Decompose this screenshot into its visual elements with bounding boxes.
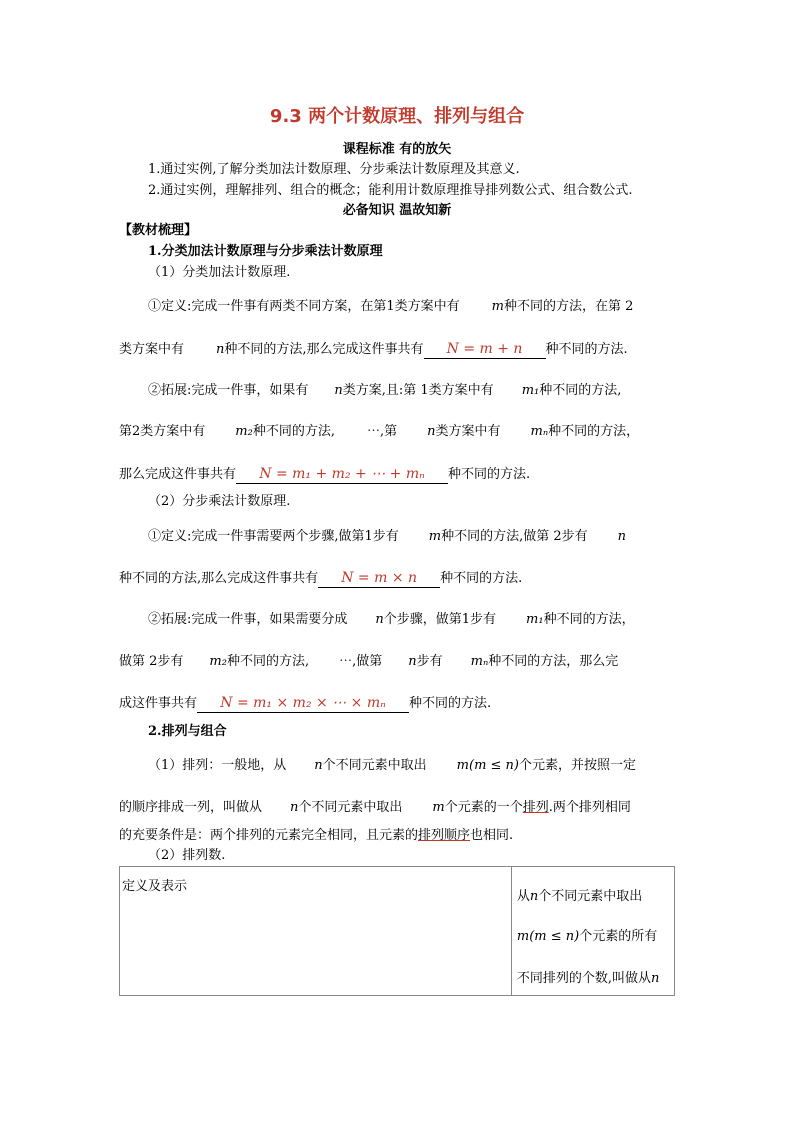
knowledge-heading: 必备知识 温故知新 — [342, 203, 452, 218]
textbook-heading: 【教材梳理】 — [119, 223, 198, 238]
subsection-permutation-number: （2）排列数. — [148, 848, 226, 863]
page-title: 9.3 两个计数原理、排列与组合 — [269, 106, 525, 127]
answer-blank: N = m₁ + m₂ + ⋯ + mₙ — [236, 466, 448, 484]
multiplication-extension-line-1: ②拓展:完成一件事，如果需要分成 n个步骤，做第1步有 m₁种不同的方法， — [148, 612, 635, 627]
addition-definition-line-2: 类方案中有 n种不同的方法,那么完成这件事共有 N = m + n 种不同的方法. — [119, 341, 628, 357]
permutation-line-3: 的充要条件是：两个排列的元素完全相同，且元素的排列顺序也相同. — [119, 828, 514, 843]
addition-definition-line-1: ①定义:完成一件事有两类不同方案，在第1类方案中有 m种不同的方法，在第 2 — [148, 299, 634, 314]
answer-blank: N = m + n — [424, 341, 546, 359]
multiplication-extension-line-2: 做第 2步有 m₂种不同的方法, ⋯,做第 n步有 mₙ种不同的方法，那么完 — [119, 654, 619, 669]
math-m: m — [491, 299, 504, 314]
standard-item-1: 1.通过实例,了解分类加法计数原理、分步乘法计数原理及其意义. — [148, 162, 520, 177]
subsection-addition: （1）分类加法计数原理. — [148, 265, 291, 280]
permutation-line-2: 的顺序排成一列，叫做从 n个不同元素中取出 m个元素的一个排列.两个排列相同 — [119, 800, 631, 815]
section-2-heading: 2.排列与组合 — [148, 724, 227, 739]
section-1-heading: 1.分类加法计数原理与分步乘法计数原理 — [148, 244, 383, 259]
addition-extension-line-1: ②拓展:完成一件事，如果有 n类方案,且:第 1类方案中有 m₁种不同的方法, — [148, 383, 622, 398]
standard-item-2: 2.通过实例，理解排列、组合的概念；能利用计数原理推导排列数公式、组合数公式. — [148, 183, 633, 198]
answer-blank: N = m × n — [318, 570, 440, 588]
answer-blank: N = m₁ × m₂ × ⋯ × mₙ — [197, 695, 409, 713]
keyword-permutation-order: 排列顺序 — [418, 828, 471, 843]
multiplication-definition-line-1: ①定义:完成一件事需要两个步骤,做第1步有 m种不同的方法,做第 2步有 n — [148, 529, 627, 544]
math-n: n — [216, 342, 225, 357]
permutation-number-table — [119, 866, 675, 996]
curriculum-standard-heading: 课程标准 有的放矢 — [342, 142, 452, 157]
multiplication-definition-line-2: 种不同的方法,那么完成这件事共有 N = m × n 种不同的方法. — [119, 570, 523, 586]
subsection-multiplication: （2）分步乘法计数原理. — [148, 494, 291, 509]
addition-extension-line-3: 那么完成这件事共有 N = m₁ + m₂ + ⋯ + mₙ 种不同的方法. — [119, 466, 531, 482]
table-cell-definition: 定义及表示 — [120, 867, 512, 996]
table-cell-content: 从n个不同元素中取出 m(m ≤ n)个元素的所有 不同排列的个数,叫做从n — [511, 867, 674, 996]
keyword-permutation: 排列 — [522, 800, 549, 815]
permutation-line-1: （1）排列：一般地，从 n个不同元素中取出 m(m ≤ n)个元素，并按照一定 — [148, 758, 637, 773]
multiplication-extension-line-3: 成这件事共有 N = m₁ × m₂ × ⋯ × mₙ 种不同的方法. — [119, 695, 492, 711]
addition-extension-line-2: 第2类方案中有 m₂种不同的方法, ⋯,第 n类方案中有 mₙ种不同的方法， — [119, 424, 640, 439]
